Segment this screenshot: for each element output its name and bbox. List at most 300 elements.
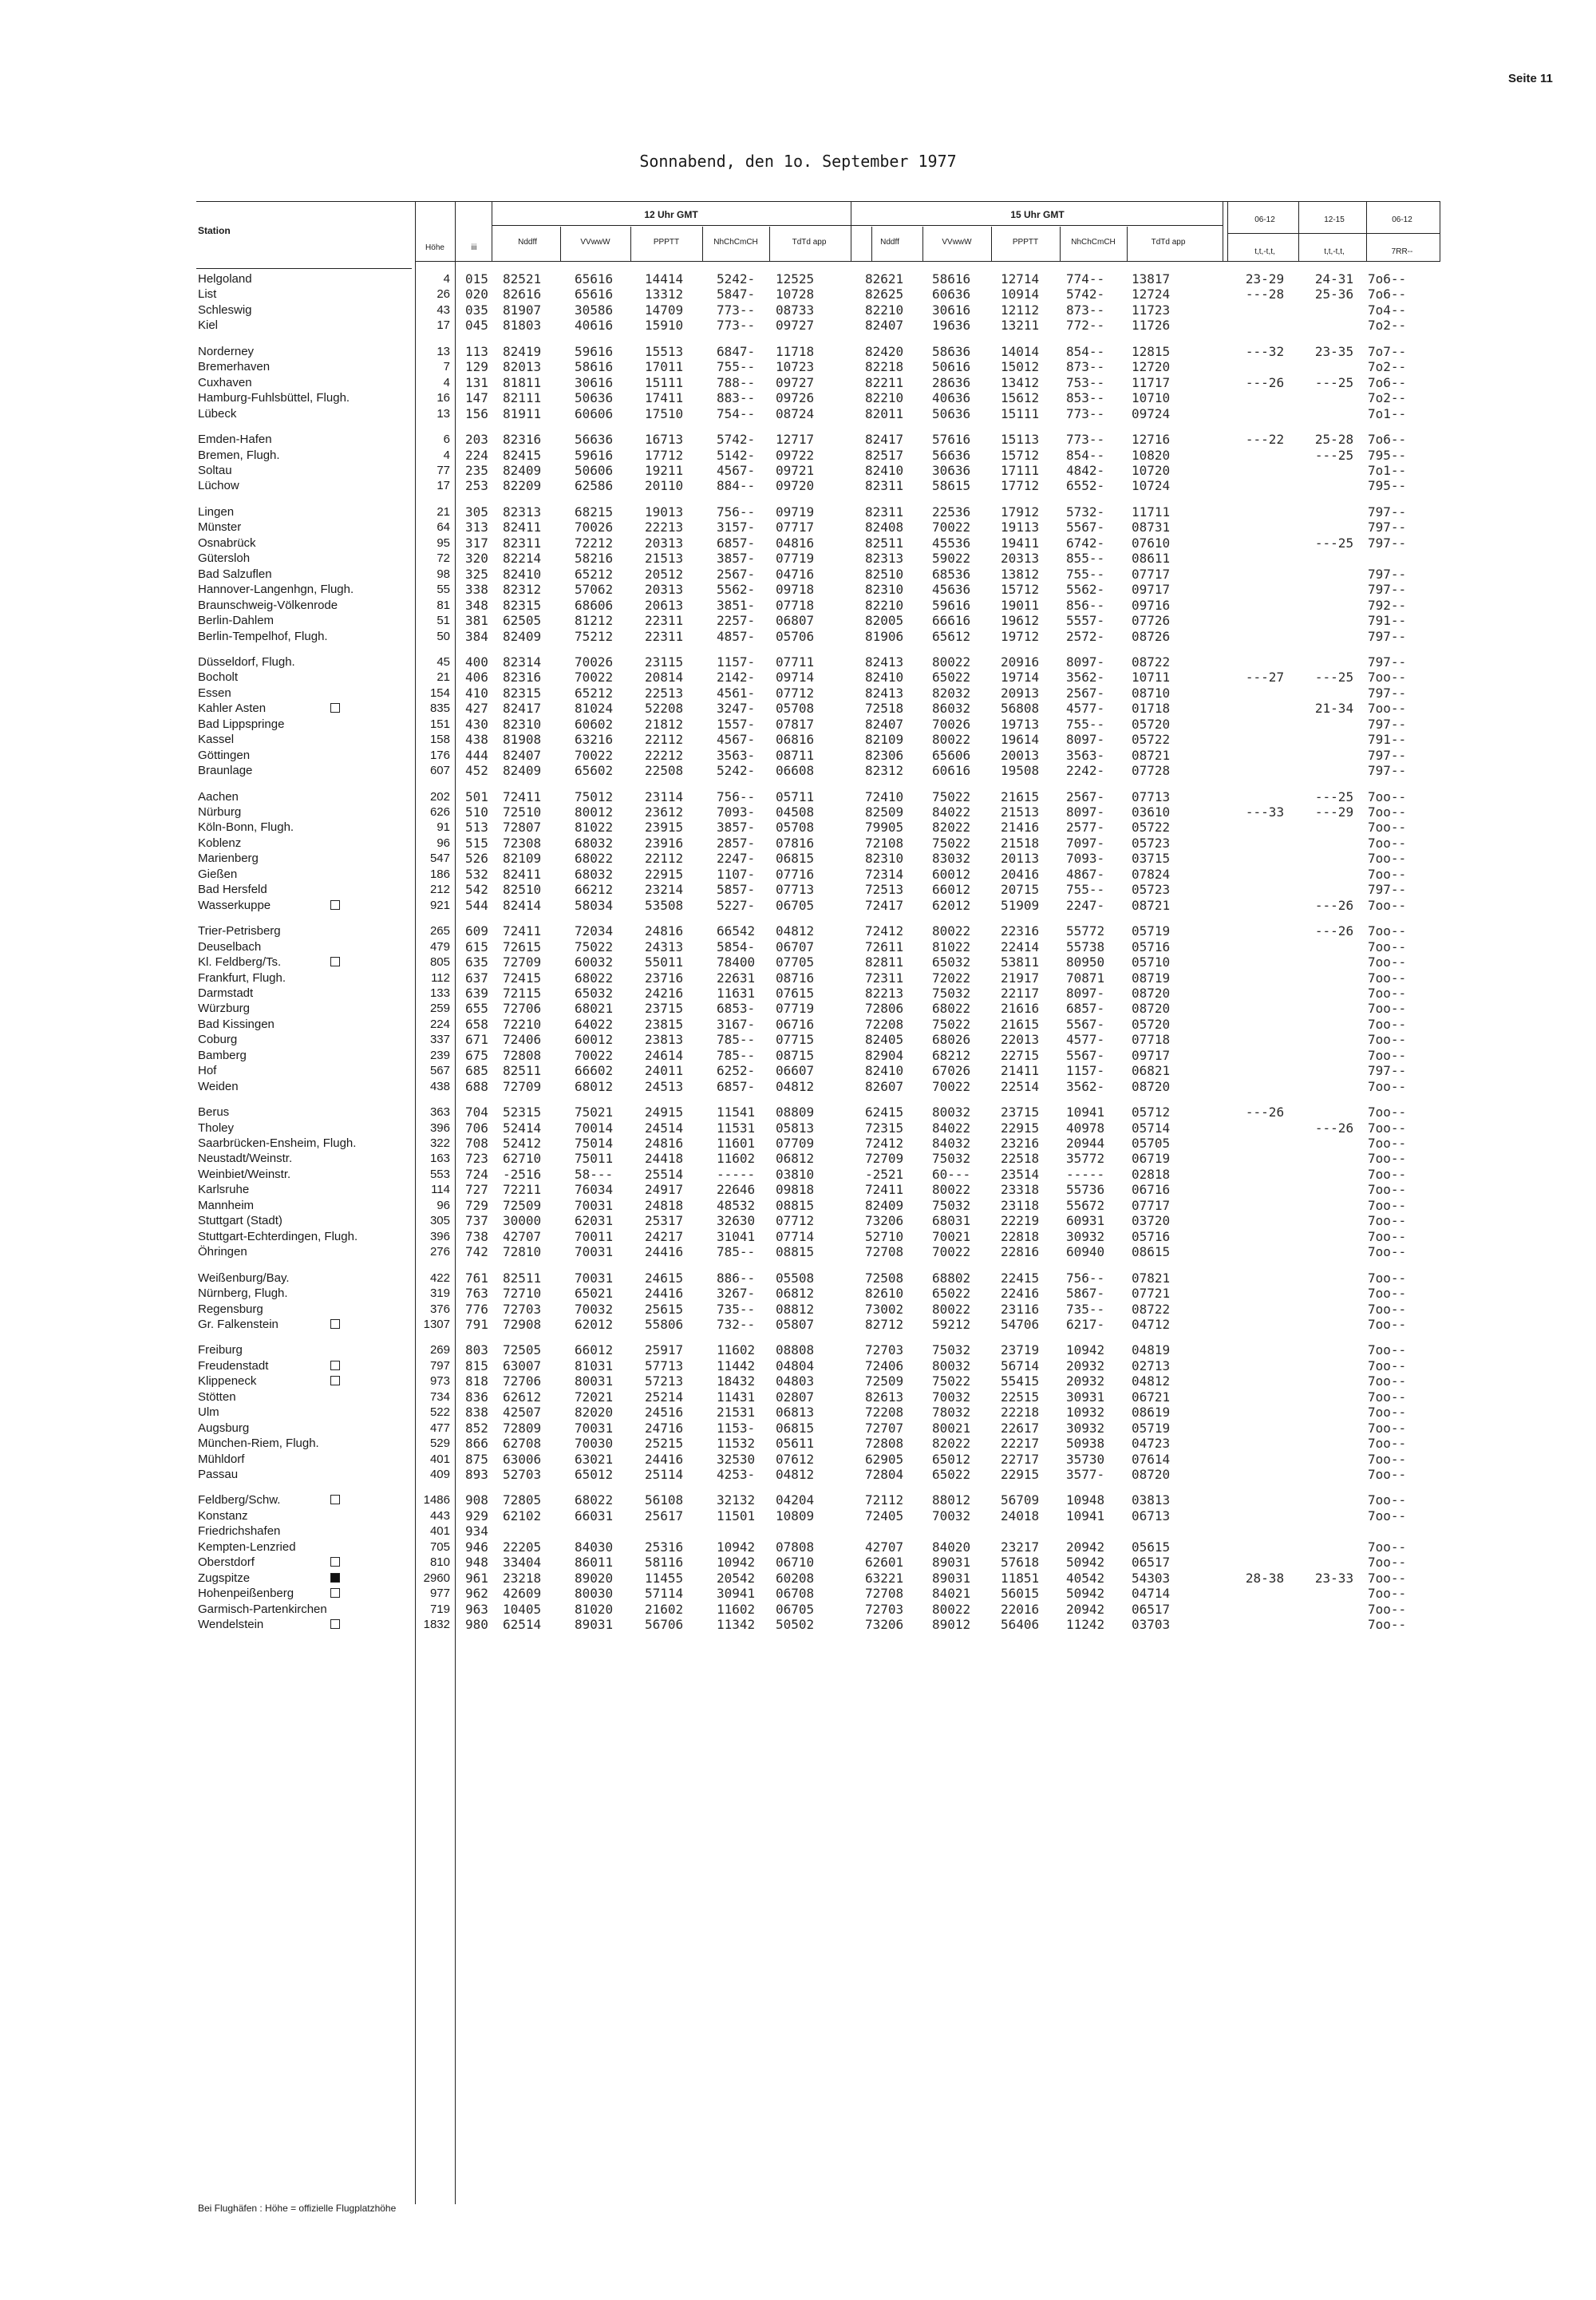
extra-value	[1229, 1452, 1301, 1468]
extra-value	[1229, 1586, 1301, 1602]
obs-12-value: 22646	[717, 1182, 756, 1198]
header-col12-vvwww: VVwwW	[580, 238, 610, 247]
station-index: 980	[465, 1617, 488, 1632]
extra-value	[1229, 939, 1301, 955]
extra-value: 797--	[1368, 763, 1407, 779]
extra-value	[1298, 654, 1370, 670]
extra-value	[1229, 1373, 1301, 1389]
obs-15-value: 07726	[1132, 613, 1171, 628]
station-height: 51	[437, 614, 450, 627]
extra-value	[1229, 1198, 1301, 1214]
obs-12-value: 17510	[645, 405, 684, 421]
obs-12-value: 70031	[575, 1270, 614, 1286]
extra-value	[1229, 654, 1301, 670]
obs-12-value: 32630	[717, 1213, 756, 1229]
extra-value: ---25	[1314, 374, 1354, 390]
obs-12-value: 09722	[776, 447, 815, 463]
obs-12-value: 60012	[575, 1032, 614, 1048]
extra-value	[1298, 1136, 1370, 1152]
obs-12-value: 15513	[645, 343, 684, 359]
extra-value: 7oo--	[1368, 1586, 1407, 1602]
extra-value	[1229, 970, 1301, 986]
obs-15-value: 22416	[1001, 1286, 1040, 1301]
table-row	[0, 1421, 1596, 1437]
obs-12-value: 66012	[575, 1342, 614, 1358]
page-number: Seite 11	[1508, 72, 1553, 85]
station-name: Göttingen	[198, 748, 251, 762]
obs-12-value: 66602	[575, 1063, 614, 1079]
station-name: Helgoland	[198, 272, 252, 286]
extra-value: 7oo--	[1368, 1166, 1407, 1182]
obs-12-value: 81907	[503, 302, 542, 318]
extra-value: 23-33	[1314, 1570, 1354, 1586]
obs-15-value: 855--	[1066, 551, 1105, 567]
obs-12-value: 3851-	[717, 597, 756, 613]
obs-12-value: 81031	[575, 1357, 614, 1373]
obs-15-value: 04712	[1132, 1316, 1171, 1332]
obs-12-value: 60032	[575, 954, 614, 970]
obs-12-value: 57713	[645, 1357, 684, 1373]
obs-12-value: 06716	[776, 1016, 815, 1032]
obs-15-value: 72703	[865, 1601, 904, 1617]
obs-15-value: 07717	[1132, 1197, 1171, 1213]
obs-15-value: 21615	[1001, 788, 1040, 804]
station-index: 542	[465, 882, 488, 898]
obs-12-value: 72210	[503, 1016, 542, 1032]
obs-12-value: 5142-	[717, 447, 756, 463]
table-row	[0, 1271, 1596, 1286]
extra-value	[1229, 1229, 1301, 1245]
obs-15-value: 03703	[1132, 1617, 1171, 1632]
extra-value: 797--	[1368, 628, 1407, 644]
station-name: Würzburg	[198, 1002, 251, 1016]
station-index: 946	[465, 1539, 488, 1555]
obs-15-value: 10941	[1066, 1105, 1105, 1120]
extra-value: 797--	[1368, 882, 1407, 898]
extra-value	[1229, 406, 1301, 422]
obs-15-value: 72022	[932, 970, 971, 986]
obs-12-value: 63021	[575, 1451, 614, 1467]
obs-15-value: 82509	[865, 804, 904, 820]
obs-15-value: 755--	[1066, 882, 1105, 898]
station-name: Oberstdorf	[198, 1555, 255, 1570]
obs-12-value: 30000	[503, 1213, 542, 1229]
obs-12-value: 5562-	[717, 582, 756, 598]
header-col15-pppttt: PPPTT	[1012, 238, 1039, 247]
obs-15-value: 20313	[1001, 551, 1040, 567]
table-row	[0, 1167, 1596, 1183]
rule-extra-c2	[1366, 201, 1367, 262]
obs-15-value: 50636	[932, 405, 971, 421]
station-index: 544	[465, 897, 488, 913]
extra-value	[1298, 1063, 1370, 1079]
station-name: Koblenz	[198, 836, 242, 850]
obs-15-value: 08721	[1132, 897, 1171, 913]
obs-15-value: 72406	[865, 1357, 904, 1373]
obs-12-value: 08812	[776, 1301, 815, 1317]
obs-15-value: 07610	[1132, 535, 1171, 551]
obs-15-value: 05712	[1132, 1105, 1171, 1120]
obs-15-value: 80021	[932, 1420, 971, 1436]
table-row	[0, 1508, 1596, 1524]
obs-12-value: 5742-	[717, 432, 756, 447]
obs-15-value: 20942	[1066, 1601, 1105, 1617]
obs-15-value: 11711	[1132, 504, 1171, 520]
extra-value: 23-29	[1245, 271, 1285, 287]
obs-12-value: 64022	[575, 1016, 614, 1032]
obs-15-value: 82218	[865, 359, 904, 375]
obs-15-value: 5742-	[1066, 287, 1105, 302]
obs-12-value: 82510	[503, 882, 542, 898]
obs-12-value: 05708	[776, 820, 815, 836]
obs-12-value: 32530	[717, 1451, 756, 1467]
obs-15-value: 10914	[1001, 287, 1040, 302]
station-index: 671	[465, 1032, 488, 1048]
extra-value	[1229, 986, 1301, 1002]
obs-12-value: 08724	[776, 405, 815, 421]
obs-12-value: 58616	[575, 359, 614, 375]
obs-15-value: 20932	[1066, 1357, 1105, 1373]
obs-12-value: 4567-	[717, 732, 756, 748]
rule-extra-c1	[1298, 201, 1299, 262]
station-name: Saarbrücken-Ensheim, Flugh.	[198, 1136, 357, 1150]
obs-15-value: 75022	[932, 1016, 971, 1032]
station-name: Freudenstadt	[198, 1358, 269, 1373]
obs-12-value: 755--	[717, 359, 756, 375]
station-height: 133	[429, 986, 450, 1000]
extra-value	[1229, 1389, 1301, 1405]
obs-12-value: 1157-	[717, 654, 756, 670]
obs-15-value: 08719	[1132, 970, 1171, 986]
obs-15-value: 72808	[865, 1436, 904, 1452]
obs-12-value: 78400	[717, 954, 756, 970]
extra-value	[1229, 1151, 1301, 1167]
station-index: 400	[465, 654, 488, 670]
obs-12-value: 82419	[503, 343, 542, 359]
table-row	[0, 732, 1596, 748]
extra-value: 7oo--	[1368, 1342, 1407, 1358]
extra-value: 797--	[1368, 566, 1407, 582]
obs-15-value: 7097-	[1066, 835, 1105, 851]
extra-value: 7oo--	[1368, 1151, 1407, 1167]
obs-12-value: 84030	[575, 1539, 614, 1555]
obs-12-value: 6853-	[717, 1001, 756, 1017]
obs-12-value: 68032	[575, 835, 614, 851]
station-name: Zugspitze	[198, 1571, 251, 1585]
obs-15-value: 2577-	[1066, 820, 1105, 836]
obs-15-value: 70032	[932, 1389, 971, 1405]
extra-value	[1229, 613, 1301, 629]
obs-15-value: 79905	[865, 820, 904, 836]
station-name: Münster	[198, 520, 242, 535]
station-name: Frankfurt, Flugh.	[198, 970, 286, 985]
obs-15-value: 56808	[1001, 701, 1040, 717]
obs-12-value: 06707	[776, 939, 815, 954]
extra-value: ---25	[1314, 670, 1354, 686]
obs-12-value: 11532	[717, 1436, 756, 1452]
station-height: 4	[443, 272, 450, 286]
obs-15-value: 81906	[865, 628, 904, 644]
extra-value	[1298, 1244, 1370, 1260]
station-height: 363	[429, 1105, 450, 1120]
extra-value: 7oo--	[1368, 788, 1407, 804]
obs-15-value: 68212	[932, 1047, 971, 1063]
table-row	[0, 1151, 1596, 1167]
obs-15-value: 72417	[865, 897, 904, 913]
obs-12-value: 82315	[503, 597, 542, 613]
obs-15-value: 5567-	[1066, 1047, 1105, 1063]
station-height: 522	[429, 1405, 450, 1420]
obs-12-value: 5227-	[717, 897, 756, 913]
station-height: 16	[437, 391, 450, 405]
obs-15-value: -2521	[865, 1166, 904, 1182]
obs-12-value: 24514	[645, 1120, 684, 1136]
obs-15-value: 5562-	[1066, 582, 1105, 598]
obs-15-value: 22219	[1001, 1213, 1040, 1229]
rule-12-c3	[702, 227, 703, 262]
extra-value: ---25	[1314, 535, 1354, 551]
obs-15-value: 65032	[932, 954, 971, 970]
obs-15-value: 84022	[932, 1120, 971, 1136]
obs-12-value: 82316	[503, 432, 542, 447]
extra-value	[1229, 851, 1301, 867]
station-name: Kl. Feldberg/Ts.	[198, 955, 282, 969]
table-row	[0, 463, 1596, 479]
extra-value: 7oo--	[1368, 1105, 1407, 1120]
extra-value: 797--	[1368, 535, 1407, 551]
obs-15-value: 22617	[1001, 1420, 1040, 1436]
obs-15-value: 50942	[1066, 1555, 1105, 1571]
obs-12-value: 24614	[645, 1047, 684, 1063]
obs-15-value: 82613	[865, 1389, 904, 1405]
obs-12-value: 07711	[776, 654, 815, 670]
station-index: 515	[465, 835, 488, 851]
obs-15-value: 6217-	[1066, 1316, 1105, 1332]
extra-value	[1229, 1032, 1301, 1048]
obs-15-value: 72412	[865, 923, 904, 939]
header-col15-clouds: NhChCmCH	[1071, 238, 1116, 247]
station-name: Augsburg	[198, 1421, 250, 1435]
station-name: Lingen	[198, 504, 235, 519]
obs-15-value: 4577-	[1066, 701, 1105, 717]
obs-15-value: 19713	[1001, 716, 1040, 732]
obs-12-value: 24416	[645, 1244, 684, 1260]
obs-15-value: 20715	[1001, 882, 1040, 898]
station-height: 21	[437, 504, 450, 519]
mountain-station-marker	[330, 1495, 340, 1504]
table-row	[0, 882, 1596, 898]
obs-15-value: 82417	[865, 432, 904, 447]
obs-15-value: 60636	[932, 287, 971, 302]
station-index: 015	[465, 271, 488, 287]
obs-12-value: 65212	[575, 685, 614, 701]
table-row	[0, 582, 1596, 598]
station-index: 948	[465, 1555, 488, 1571]
extra-value	[1229, 1120, 1301, 1136]
extra-value: 7oo--	[1368, 1373, 1407, 1389]
obs-12-value: 42507	[503, 1405, 542, 1421]
extra-value: 7oo--	[1368, 1016, 1407, 1032]
obs-15-value: 772--	[1066, 318, 1105, 334]
obs-12-value: 82411	[503, 866, 542, 882]
extra-value	[1229, 1405, 1301, 1421]
extra-value: 7oo--	[1368, 1032, 1407, 1048]
header-12-uhr-gmt: 12 Uhr GMT	[644, 209, 698, 220]
station-height: 322	[429, 1136, 450, 1150]
obs-12-value: 24816	[645, 923, 684, 939]
obs-12-value: 25317	[645, 1213, 684, 1229]
obs-12-value: 82310	[503, 716, 542, 732]
extra-value: 7o2--	[1368, 359, 1407, 375]
obs-12-value: 72021	[575, 1389, 614, 1405]
extra-value	[1298, 1586, 1370, 1602]
extra-value: 7o1--	[1368, 463, 1407, 478]
obs-15-value: 75022	[932, 788, 971, 804]
obs-15-value: 13412	[1001, 374, 1040, 390]
obs-15-value: 15712	[1001, 582, 1040, 598]
obs-15-value: 82410	[865, 463, 904, 478]
obs-12-value: 08809	[776, 1105, 815, 1120]
obs-12-value: 10723	[776, 359, 815, 375]
obs-15-value: 84022	[932, 804, 971, 820]
obs-15-value: 60931	[1066, 1213, 1105, 1229]
obs-12-value: 09719	[776, 504, 815, 520]
station-index: 893	[465, 1467, 488, 1482]
obs-15-value: 11723	[1132, 302, 1171, 318]
obs-12-value: 72411	[503, 788, 542, 804]
obs-12-value: 05708	[776, 701, 815, 717]
obs-15-value: 07728	[1132, 763, 1171, 779]
obs-15-value: 80032	[932, 1105, 971, 1120]
extra-value	[1298, 1048, 1370, 1064]
station-index: 430	[465, 716, 488, 732]
station-name: Hof	[198, 1064, 217, 1078]
obs-15-value: 23216	[1001, 1136, 1040, 1151]
obs-15-value: 82510	[865, 566, 904, 582]
extra-value	[1229, 302, 1301, 318]
obs-15-value: 55672	[1066, 1197, 1105, 1213]
obs-15-value: 80022	[932, 1601, 971, 1617]
obs-12-value: 24816	[645, 1136, 684, 1151]
obs-12-value: 75021	[575, 1105, 614, 1120]
obs-12-value: 82313	[503, 504, 542, 520]
station-name: Mannheim	[198, 1198, 255, 1212]
station-index: 963	[465, 1601, 488, 1617]
obs-15-value: 02818	[1132, 1166, 1171, 1182]
obs-12-value: 05706	[776, 628, 815, 644]
obs-15-value: 5567-	[1066, 1016, 1105, 1032]
obs-15-value: 2567-	[1066, 788, 1105, 804]
obs-15-value: 873--	[1066, 302, 1105, 318]
obs-15-value: 80032	[932, 1357, 971, 1373]
mountain-station-marker	[330, 1361, 340, 1370]
obs-12-value: 52315	[503, 1105, 542, 1120]
obs-12-value: 82417	[503, 701, 542, 717]
obs-12-value: 24418	[645, 1151, 684, 1167]
obs-15-value: 23719	[1001, 1342, 1040, 1358]
obs-15-value: 19113	[1001, 520, 1040, 535]
obs-12-value: 24217	[645, 1228, 684, 1244]
station-name: Bad Lippspringe	[198, 717, 285, 731]
obs-12-value: 23716	[645, 970, 684, 986]
obs-12-value: 04812	[776, 923, 815, 939]
station-index: 639	[465, 985, 488, 1001]
obs-12-value: 24915	[645, 1105, 684, 1120]
table-row	[0, 432, 1596, 448]
obs-15-value: 04714	[1132, 1586, 1171, 1602]
header-station: Station	[198, 225, 231, 236]
obs-15-value: 68536	[932, 566, 971, 582]
station-height: 438	[429, 1079, 450, 1093]
extra-value	[1229, 1358, 1301, 1374]
extra-value: ---25	[1314, 788, 1354, 804]
obs-15-value: 06716	[1132, 1182, 1171, 1198]
obs-15-value: 08710	[1132, 685, 1171, 701]
obs-12-value: 4857-	[717, 628, 756, 644]
extra-value: 7oo--	[1368, 1244, 1407, 1260]
obs-12-value: 20110	[645, 478, 684, 494]
obs-15-value: 75032	[932, 985, 971, 1001]
obs-15-value: 4577-	[1066, 1032, 1105, 1048]
obs-12-value: 06710	[776, 1555, 815, 1571]
station-index: 852	[465, 1420, 488, 1436]
station-index: 875	[465, 1451, 488, 1467]
station-index: 320	[465, 551, 488, 567]
obs-15-value: 59616	[932, 597, 971, 613]
table-row	[0, 954, 1596, 970]
obs-12-value: 24313	[645, 939, 684, 954]
header-rule-extra	[1227, 233, 1440, 234]
obs-12-value: 42707	[503, 1228, 542, 1244]
obs-12-value: 6857-	[717, 1078, 756, 1094]
obs-15-value: 81022	[932, 939, 971, 954]
station-height: 95	[437, 535, 450, 550]
obs-15-value: 82413	[865, 654, 904, 670]
table-row	[0, 1358, 1596, 1374]
header-col12-pppttt: PPPTT	[653, 238, 680, 247]
station-index: 444	[465, 747, 488, 763]
extra-value	[1229, 520, 1301, 535]
obs-12-value: 05508	[776, 1270, 815, 1286]
obs-12-value: 08711	[776, 747, 815, 763]
obs-15-value: 854--	[1066, 447, 1105, 463]
table-row	[0, 318, 1596, 334]
station-height: 607	[429, 764, 450, 778]
station-height: 477	[429, 1421, 450, 1435]
extra-value: 7o2--	[1368, 390, 1407, 406]
extra-value	[1229, 1271, 1301, 1286]
extra-value: 797--	[1368, 504, 1407, 520]
station-height: 91	[437, 820, 450, 835]
obs-12-value: 3857-	[717, 551, 756, 567]
obs-12-value: 6252-	[717, 1063, 756, 1079]
obs-15-value: 8097-	[1066, 985, 1105, 1001]
obs-12-value: 21812	[645, 716, 684, 732]
obs-15-value: 82109	[865, 732, 904, 748]
obs-12-value: 07715	[776, 1032, 815, 1048]
obs-12-value: 732--	[717, 1316, 756, 1332]
obs-12-value: 24917	[645, 1182, 684, 1198]
extra-value	[1229, 582, 1301, 598]
extra-value	[1229, 1436, 1301, 1452]
obs-12-value: 80012	[575, 804, 614, 820]
extra-value	[1229, 836, 1301, 852]
extra-value: 7oo--	[1368, 1357, 1407, 1373]
station-name: Braunlage	[198, 764, 253, 778]
obs-12-value: 82616	[503, 287, 542, 302]
extra-value: 7oo--	[1368, 1001, 1407, 1017]
obs-12-value: 11431	[717, 1389, 756, 1405]
